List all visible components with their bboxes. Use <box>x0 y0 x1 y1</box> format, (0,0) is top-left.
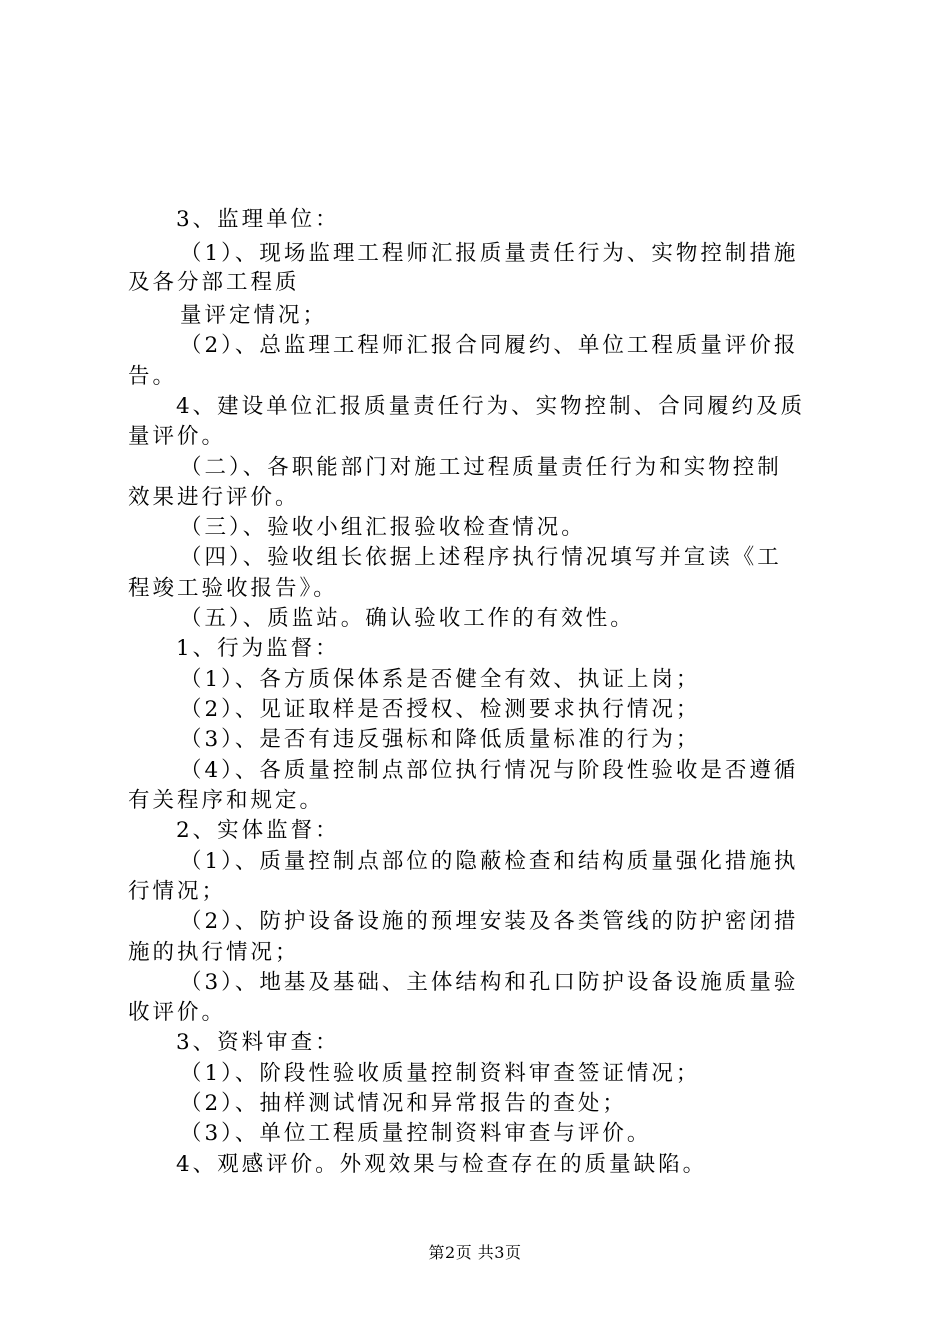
text-line: （1）、各方质保体系是否健全有效、执证上岗； <box>180 667 701 692</box>
text-line: （二）、各职能部门对施工过程质量责任行为和实物控制 <box>180 455 782 480</box>
text-line: （1）、质量控制点部位的隐蔽检查和结构质量强化措施执 <box>180 849 799 874</box>
text-line: （2）、见证取样是否授权、检测要求执行情况； <box>180 697 701 722</box>
text-line: （五）、质监站。确认验收工作的有效性。 <box>180 606 635 631</box>
text-line: 量评定情况； <box>180 303 328 328</box>
text-line: 2、实体监督： <box>176 818 340 843</box>
text-line: （1）、现场监理工程师汇报质量责任行为、实物控制措施 <box>180 241 799 266</box>
text-line: 4、观感评价。外观效果与检查存在的质量缺陷。 <box>176 1152 708 1177</box>
text-line: 4、建设单位汇报质量责任行为、实物控制、合同履约及质 <box>176 394 806 419</box>
text-line: 行情况； <box>128 879 227 904</box>
text-line: 施的执行情况； <box>128 940 300 965</box>
text-line: （三）、验收小组汇报验收检查情况。 <box>180 515 586 540</box>
text-line: 效果进行评价。 <box>128 485 300 510</box>
text-line: 及各分部工程质 <box>128 270 300 295</box>
text-line: 1、行为监督： <box>176 636 340 661</box>
text-line: （四）、验收组长依据上述程序执行情况填写并宣读《工 <box>180 545 782 570</box>
text-line: 程竣工验收报告》。 <box>128 576 338 601</box>
text-line: 3、资料审查： <box>176 1030 340 1055</box>
text-line: 量评价。 <box>128 424 227 449</box>
text-line: （1）、阶段性验收质量控制资料审查签证情况； <box>180 1061 701 1086</box>
text-line: 3、监理单位： <box>176 207 340 232</box>
text-line: 告。 <box>128 364 178 389</box>
text-line: （3）、单位工程质量控制资料审查与评价。 <box>180 1121 652 1146</box>
text-line: 有关程序和规定。 <box>128 788 325 813</box>
text-line: （3）、地基及基础、主体结构和孔口防护设备设施质量验 <box>180 970 799 995</box>
text-line: （2）、抽样测试情况和异常报告的查处； <box>180 1091 627 1116</box>
text-line: 收评价。 <box>128 1000 227 1025</box>
page-footer: 第2页 共3页 <box>428 1243 522 1262</box>
text-line: （4）、各质量控制点部位执行情况与阶段性验收是否遵循 <box>180 758 799 783</box>
text-line: （2）、防护设备设施的预埋安装及各类管线的防护密闭措 <box>180 909 799 934</box>
text-line: （2）、总监理工程师汇报合同履约、单位工程质量评价报 <box>180 333 799 358</box>
text-line: （3）、是否有违反强标和降低质量标准的行为； <box>180 727 701 752</box>
